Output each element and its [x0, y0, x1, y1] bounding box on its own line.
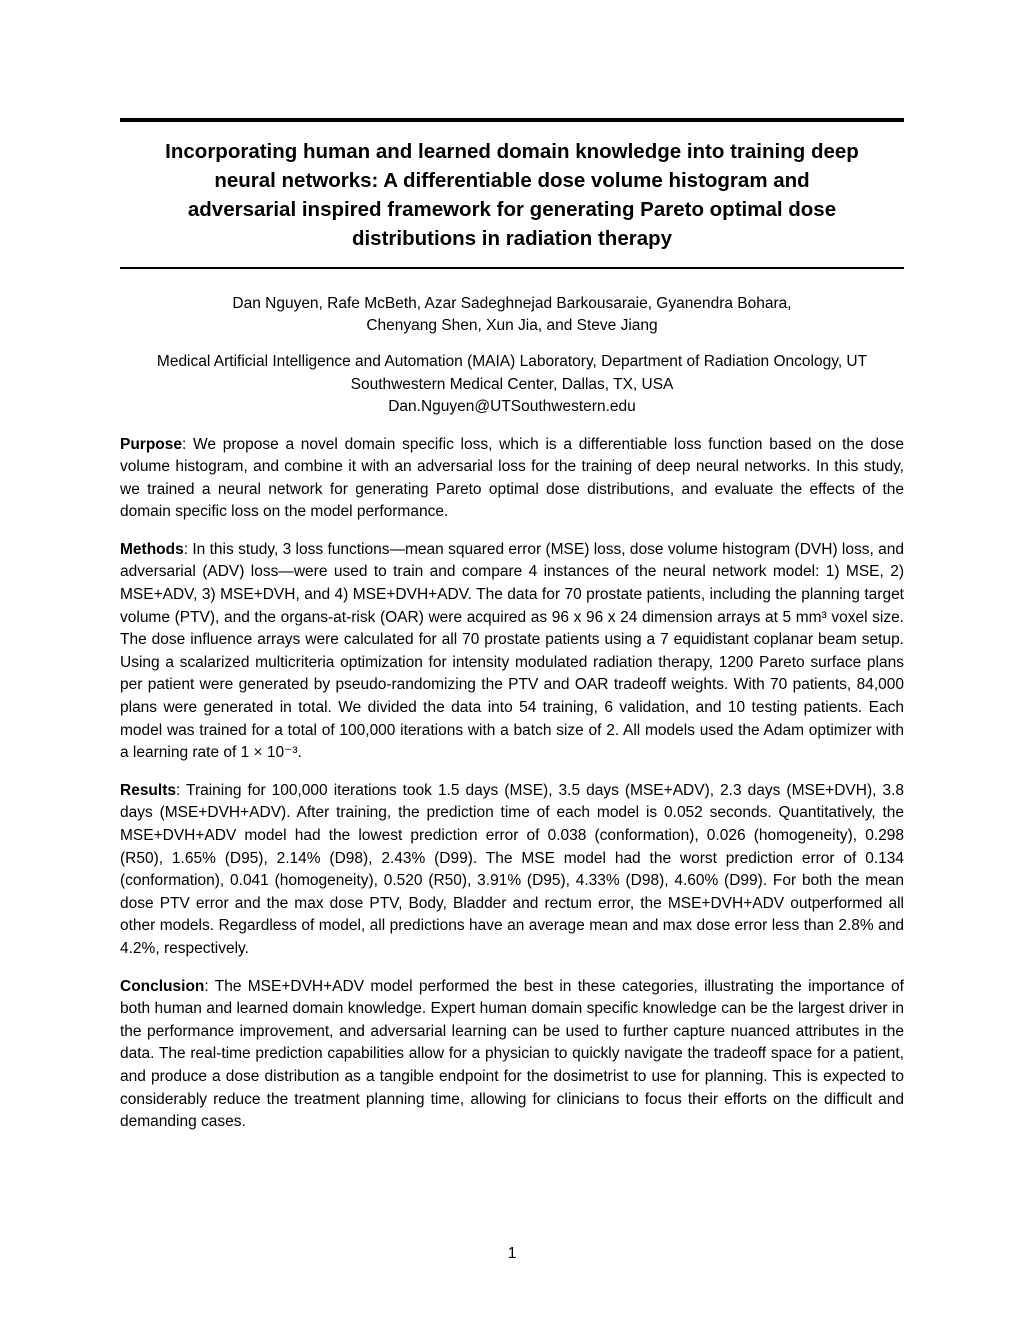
- abstract-purpose-paragraph: [120, 434, 904, 524]
- abstract-purpose-label: Purpose: [120, 435, 183, 453]
- affiliation-block: [120, 351, 904, 419]
- abstract-methods-paragraph: [120, 539, 904, 765]
- abstract-results-label: Results: [120, 781, 176, 799]
- affiliation-line: Medical Artificial Intelligence and Automation (MAIA) Laboratory, Department of Radiation Oncology, UT Southwestern Medical Center, Dallas, TX, USA: [156, 353, 868, 393]
- title-rule-bottom: [120, 267, 904, 269]
- email-line: Dan.Nguyen@UTSouthwestern.edu: [388, 398, 636, 415]
- abstract-results-paragraph: [120, 780, 904, 961]
- page-number: 1: [507, 1245, 517, 1262]
- abstract-results-text: : Training for 100,000 iterations took 1.5 days (MSE), 3.5 days (MSE+ADV), 2.3 days (MSE+DVH), 3.8 days (MSE+DVH+ADV). After training, the prediction time of each model is 0.052 seconds. Quantitatively, the MSE+DVH+ADV model had the lowest prediction error of 0.038 (conformation), 0.026 (homogeneity), 0.298 (R50), 1.65% (D95), 2.14% (D98), 2.43% (D99). The MSE model had the worst prediction error of 0.134 (conformation), 0.041 (homogeneity), 0.520 (R50), 3.91% (D95), 4.33% (D98), 4.60% (D99). For both the mean dose PTV error and the max dose PTV, Body, Bladder and rectum error, the MSE+DVH+ADV outperformed all other models. Regardless of model, all predictions have an average mean and max dose error less than 2.8% and 4.2%, respectively.: [120, 781, 904, 957]
- abstract-conclusion-text: : The MSE+DVH+ADV model performed the best in these categories, illustrating the importance of both human and learned domain knowledge. Expert human domain specific knowledge can be the largest driver in the performance improvement, and adversarial learning can be used to further capture nuanced attributes in the data. The real-time prediction capabilities allow for a physician to quickly navigate the tradeoff space for a patient, and produce a dose distribution as a tangible endpoint for the dosimetrist to use for planning. This is expected to considerably reduce the treatment planning time, allowing for clinicians to focus their efforts on the difficult and demanding cases.: [120, 977, 904, 1131]
- abstract-conclusion-paragraph: [120, 976, 904, 1134]
- abstract-methods-text: : In this study, 3 loss functions—mean squared error (MSE) loss, dose volume histogram (DVH) loss, and adversarial (ADV) loss—were used to train and compare 4 instances of the neural network model: 1) MSE, 2) MSE+ADV, 3) MSE+DVH, and 4) MSE+DVH+ADV. The data for 70 prostate patients, including the planning target volume (PTV), and the organs-at-risk (OAR) were acquired as 96 x 96 x 24 dimension arrays at 5 mm³ voxel size. The dose influence arrays were calculated for all 70 prostate patients using a 7 equidistant coplanar beam setup. Using a scalarized multicriteria optimization for intensity modulated radiation therapy, 1200 Pareto surface plans per patient were generated by pseudo-randomizing the PTV and OAR tradeoff weights. With 70 patients, 84,000 plans were generated in total. We divided the data into 54 training, 6 validation, and 10 testing patients. Each model was trained for a total of 100,000 iterations with a batch size of 2. All models used the Adam optimizer with a learning rate of 1 × 10⁻³.: [120, 540, 904, 762]
- authors-line: Dan Nguyen, Rafe McBeth, Azar Sadeghnejad Barkousaraie, Gyanendra Bohara, Chenyang Shen, Xun Jia, and Steve Jiang: [232, 295, 792, 334]
- abstract-methods-label: Methods: [120, 540, 184, 558]
- paper-title: Incorporating human and learned domain knowledge into training deep neural networks: A differentiable dose volume histogram and adversarial inspired framework for generating Pareto optimal dose distributions in radiation therapy: [165, 140, 859, 250]
- abstract-conclusion-label: Conclusion: [120, 977, 205, 995]
- abstract-purpose-text: : We propose a novel domain specific loss, which is a differentiable loss function based on the dose volume histogram, and combine it with an adversarial loss for the training of deep neural networks. In this study, we trained a neural network for generating Pareto optimal dose distributions, and evaluate the effects of the domain specific loss on the model performance.: [120, 435, 904, 521]
